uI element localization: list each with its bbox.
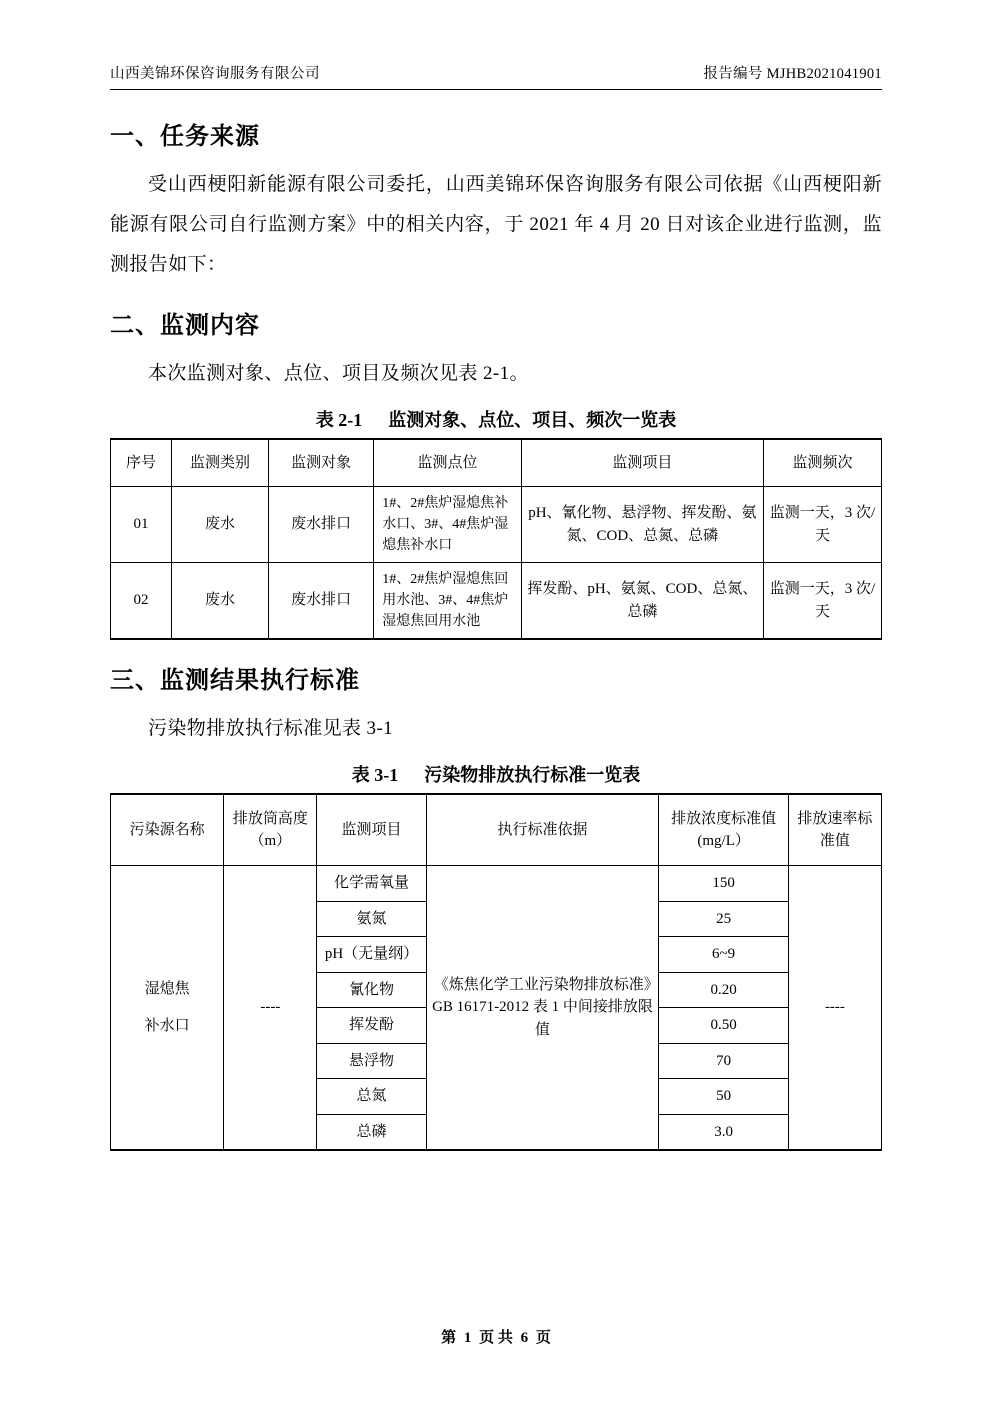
cell-concentration-limit: 3.0 [659, 1114, 789, 1150]
table-3-1-caption-text: 污染物排放执行标准一览表 [424, 765, 641, 785]
cell-monitor-item: 总磷 [317, 1114, 426, 1150]
section-1-body: 受山西梗阳新能源有限公司委托，山西美锦环保咨询服务有限公司依据《山西梗阳新能源有限公司自行监测方案》中的相关内容，于 2021 年 4 月 20 日对该企业进行监测，监测报告如下： [110, 174, 882, 275]
table-monitoring-scope [110, 438, 882, 640]
table-emission-standards [110, 793, 882, 1151]
col-header-no: 序号 [111, 439, 172, 487]
footer-middle: 页 共 [479, 1330, 513, 1346]
table-3-1-caption-number: 表 3-1 [351, 765, 399, 785]
section-1-title: 一、任务来源 [110, 124, 260, 150]
table-2-1-caption-number: 表 2-1 [315, 410, 363, 430]
col-header-rate-limit: 排放速率标准值 [788, 794, 881, 866]
cell-items: pH、氰化物、悬浮物、挥发酚、氨氮、COD、总氮、总磷 [521, 487, 763, 563]
cell-concentration-limit: 25 [659, 901, 789, 937]
cell-monitor-item: 挥发酚 [317, 1008, 426, 1044]
cell-concentration-limit: 70 [659, 1043, 789, 1079]
table-2-1-caption-text: 监测对象、点位、项目、频次一览表 [388, 410, 677, 430]
cell-source-name [111, 866, 224, 1151]
cell-standard-basis: 《炼焦化学工业污染物排放标准》GB 16171-2012 表 1 中间接排放限值 [426, 866, 659, 1151]
table-row [111, 866, 882, 902]
cell-items: 挥发酚、pH、氨氮、COD、总氮、总磷 [521, 563, 763, 640]
page-header [110, 62, 882, 90]
cell-concentration-limit: 0.50 [659, 1008, 789, 1044]
cell-category: 废水 [172, 487, 269, 563]
footer-page-number: 1 [463, 1330, 472, 1346]
cell-point: 1#、2#焦炉湿熄焦补水口、3#、4#焦炉湿熄焦补水口 [374, 487, 521, 563]
cell-monitor-item: pH（无量纲） [317, 937, 426, 973]
footer-total-pages: 6 [520, 1330, 529, 1346]
cell-no: 02 [111, 563, 172, 640]
header-company: 山西美锦环保咨询服务有限公司 [110, 66, 320, 82]
section-2-title: 二、监测内容 [110, 313, 260, 339]
cell-point: 1#、2#焦炉湿熄焦回用水池、3#、4#焦炉湿熄焦回用水池 [374, 563, 521, 640]
section-3-body: 污染物排放执行标准见表 3-1 [148, 718, 394, 739]
table-row [111, 563, 882, 640]
table-2-1-caption [110, 406, 882, 432]
cell-concentration-limit: 50 [659, 1079, 789, 1115]
cell-rate-limit: ---- [788, 866, 881, 1151]
col-header-standard-basis: 执行标准依据 [426, 794, 659, 866]
section-3-title: 三、监测结果执行标准 [110, 668, 360, 694]
footer-prefix: 第 [441, 1330, 457, 1346]
table-3-1-caption [110, 761, 882, 787]
source-name-line-2: 补水口 [144, 1017, 190, 1034]
col-header-items: 监测项目 [521, 439, 763, 487]
table-row [111, 794, 882, 866]
table-row [111, 439, 882, 487]
col-header-point: 监测点位 [374, 439, 521, 487]
col-header-stack-height: 排放筒高度（m） [224, 794, 317, 866]
footer-suffix: 页 [535, 1330, 551, 1346]
cell-monitor-item: 总氮 [317, 1079, 426, 1115]
table-row [111, 487, 882, 563]
cell-no: 01 [111, 487, 172, 563]
col-header-concentration-limit: 排放浓度标准值(mg/L） [659, 794, 789, 866]
page-footer [0, 1326, 992, 1347]
cell-stack-height: ---- [224, 866, 317, 1151]
cell-frequency: 监测一天，3 次/天 [763, 563, 881, 640]
cell-monitor-item: 化学需氧量 [317, 866, 426, 902]
cell-category: 废水 [172, 563, 269, 640]
cell-concentration-limit: 0.20 [659, 972, 789, 1008]
cell-monitor-item: 氨氮 [317, 901, 426, 937]
col-header-source-name: 污染源名称 [111, 794, 224, 866]
cell-monitor-item: 氰化物 [317, 972, 426, 1008]
cell-concentration-limit: 150 [659, 866, 789, 902]
cell-object: 废水排口 [268, 563, 373, 640]
cell-concentration-limit: 6~9 [659, 937, 789, 973]
header-report-number: 报告编号 MJHB2021041901 [703, 66, 882, 82]
source-name-line-1: 湿熄焦 [144, 981, 190, 997]
cell-monitor-item: 悬浮物 [317, 1043, 426, 1079]
cell-object: 废水排口 [268, 487, 373, 563]
col-header-category: 监测类别 [172, 439, 269, 487]
col-header-frequency: 监测频次 [763, 439, 881, 487]
col-header-monitor-item: 监测项目 [317, 794, 426, 866]
section-2-body: 本次监测对象、点位、项目及频次见表 2-1。 [148, 363, 529, 384]
col-header-object: 监测对象 [268, 439, 373, 487]
cell-frequency: 监测一天，3 次/天 [763, 487, 881, 563]
